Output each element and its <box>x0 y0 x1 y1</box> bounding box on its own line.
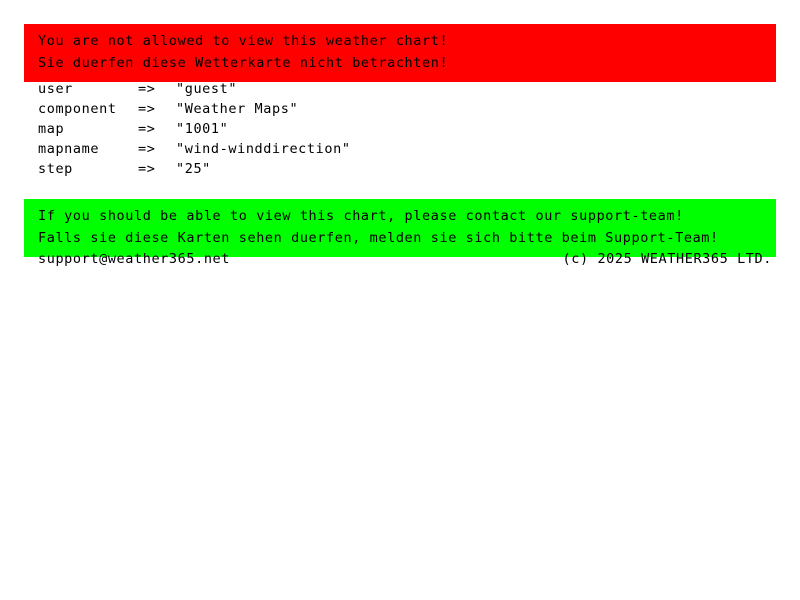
table-row <box>38 99 351 119</box>
parameter-list <box>38 79 351 179</box>
table-row <box>38 139 351 159</box>
error-banner-line-de: Sie duerfen diese Wetterkarte nicht betrachten! <box>38 55 449 71</box>
footer <box>38 249 772 269</box>
parameter-table <box>38 79 351 179</box>
param-key: map <box>38 121 65 137</box>
param-arrow: => <box>138 81 156 97</box>
param-value: "Weather Maps" <box>176 101 299 117</box>
param-arrow: => <box>138 141 156 157</box>
info-banner-line-de: Falls sie diese Karten sehen duerfen, melden sie sich bitte beim Support-Team! <box>38 230 719 246</box>
table-row <box>38 79 351 99</box>
param-key: component <box>38 101 117 117</box>
param-arrow: => <box>138 121 156 137</box>
table-row <box>38 159 351 179</box>
support-email[interactable]: support@weather365.net <box>38 251 231 267</box>
param-arrow: => <box>138 101 156 117</box>
param-key: mapname <box>38 141 100 157</box>
table-row <box>38 119 351 139</box>
param-key: user <box>38 81 73 97</box>
copyright-notice: (c) 2025 WEATHER365 LTD. <box>562 251 772 267</box>
error-banner <box>24 24 776 82</box>
param-key: step <box>38 161 73 177</box>
param-value: "1001" <box>176 121 229 137</box>
info-banner-line-en: If you should be able to view this chart, please contact our support-team! <box>38 208 684 224</box>
param-value: "guest" <box>176 81 238 97</box>
param-value: "25" <box>176 161 211 177</box>
param-value: "wind-winddirection" <box>176 141 351 157</box>
param-arrow: => <box>138 161 156 177</box>
error-banner-line-en: You are not allowed to view this weather chart! <box>38 33 449 49</box>
